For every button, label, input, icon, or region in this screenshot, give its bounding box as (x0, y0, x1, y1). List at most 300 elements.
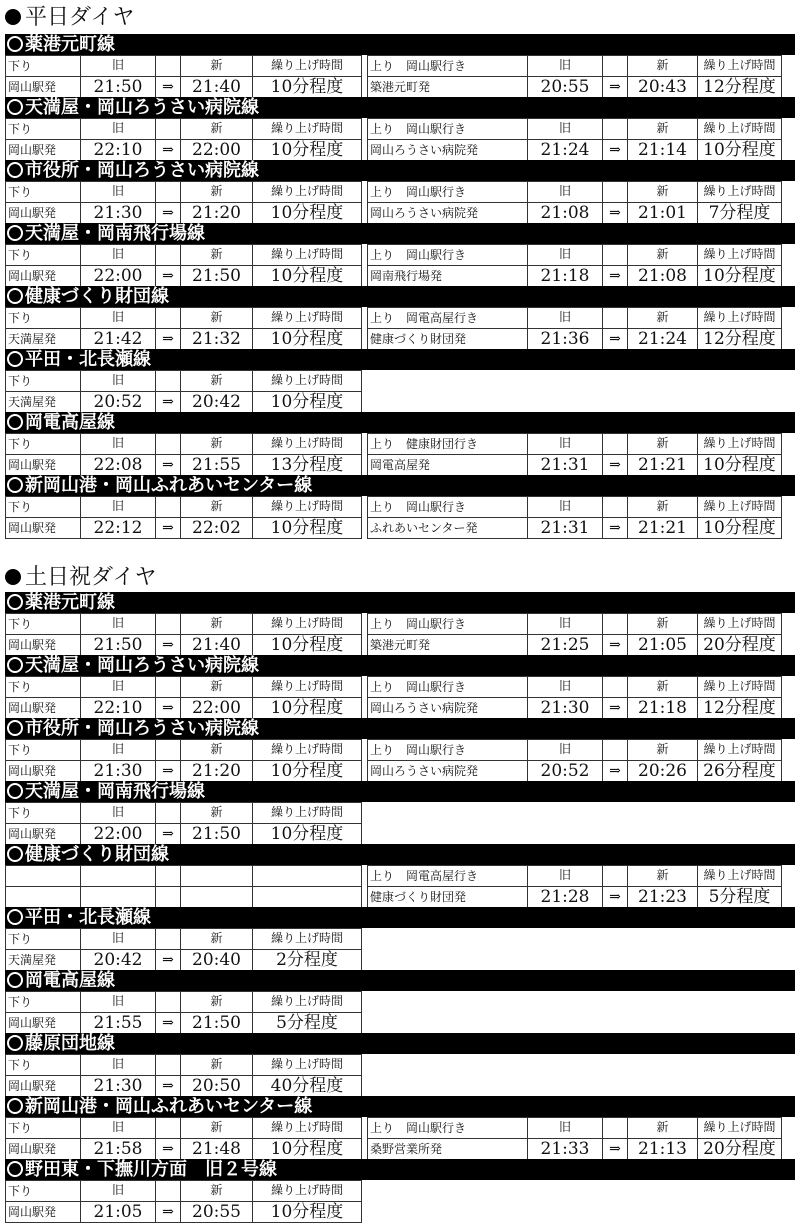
header-dir: 上り 岡山駅行き (367, 182, 527, 202)
value-dir: 岡山駅発 (5, 635, 80, 655)
value-arrow: ⇒ (155, 1013, 180, 1033)
route-block (5, 34, 795, 97)
header-row (367, 118, 782, 139)
header-new: 新 (627, 614, 697, 634)
value-old: 21:08 (527, 203, 602, 223)
value-old: 21:30 (527, 698, 602, 718)
header-row (5, 802, 362, 823)
value-old: 21:30 (80, 761, 155, 781)
route-block (5, 1096, 795, 1159)
header-dir: 上り 健康財団行き (367, 434, 527, 454)
value-dir: 桑野営業所発 (367, 1139, 527, 1159)
header-new: 新 (180, 308, 252, 328)
header-row (5, 181, 362, 202)
header-dir: 上り 岡電高屋行き (367, 866, 527, 886)
value-arrow: ⇒ (602, 329, 627, 349)
header-row (367, 55, 782, 76)
value-old: 21:28 (527, 887, 602, 907)
header-arrow (602, 56, 627, 76)
header-dir: 下り (5, 182, 80, 202)
value-new: 21:23 (627, 887, 697, 907)
header-old: 旧 (527, 866, 602, 886)
header-dir: 下り (5, 1118, 80, 1138)
header-row (5, 928, 362, 949)
time-row (5, 697, 362, 719)
header-arrow (602, 866, 627, 886)
route-name-bar (5, 349, 795, 370)
header-row (5, 676, 362, 697)
route-name-bar (5, 907, 795, 928)
time-row (5, 886, 362, 908)
time-row (367, 454, 782, 476)
right-direction-table (367, 865, 782, 907)
header-new: 新 (180, 119, 252, 139)
value-dir: 岡山駅発 (5, 1076, 80, 1096)
value-dur: 10分程度 (252, 518, 362, 538)
time-row (367, 328, 782, 350)
route-name-bar (5, 475, 795, 496)
route-name: 平田・北長瀬線 (25, 907, 151, 928)
route-name: 天満屋・岡山ろうさい病院線 (25, 97, 259, 118)
header-dir: 上り 岡山駅行き (367, 245, 527, 265)
value-arrow: ⇒ (602, 455, 627, 475)
value-new: 21:50 (180, 266, 252, 286)
header-dur: 繰り上げ時間 (252, 371, 362, 391)
header-row (367, 865, 782, 886)
time-row (367, 202, 782, 224)
value-old: 20:55 (527, 77, 602, 97)
header-row (5, 1180, 362, 1201)
header-old: 旧 (527, 308, 602, 328)
value-dur: 10分程度 (252, 392, 362, 412)
header-dir: 下り (5, 929, 80, 949)
header-dur (252, 866, 362, 886)
time-row (5, 265, 362, 287)
time-row (5, 328, 362, 350)
value-arrow: ⇒ (155, 392, 180, 412)
value-dur: 26分程度 (697, 761, 782, 781)
header-dur: 繰り上げ時間 (697, 866, 782, 886)
header-dur: 繰り上げ時間 (252, 182, 362, 202)
header-new: 新 (627, 866, 697, 886)
header-dur: 繰り上げ時間 (697, 434, 782, 454)
header-arrow (602, 182, 627, 202)
header-arrow (602, 434, 627, 454)
circle-icon (7, 288, 23, 304)
header-old: 旧 (527, 434, 602, 454)
header-new: 新 (627, 245, 697, 265)
header-dir: 下り (5, 308, 80, 328)
header-dir: 下り (5, 992, 80, 1012)
value-dur: 10分程度 (252, 635, 362, 655)
header-dir (5, 866, 80, 886)
header-new: 新 (180, 929, 252, 949)
header-old: 旧 (80, 1118, 155, 1138)
header-row (367, 496, 782, 517)
value-new: 21:55 (180, 455, 252, 475)
section-title-text: 平日ダイヤ (25, 5, 135, 30)
left-direction-table (5, 1054, 362, 1096)
section-title (5, 564, 157, 592)
time-row (5, 949, 362, 971)
header-new: 新 (180, 371, 252, 391)
route-name: 市役所・岡山ろうさい病院線 (25, 160, 259, 181)
header-dir: 上り 岡山駅行き (367, 614, 527, 634)
header-row (5, 118, 362, 139)
value-new: 21:40 (180, 635, 252, 655)
header-old: 旧 (527, 56, 602, 76)
left-direction-table (5, 802, 362, 844)
header-dur: 繰り上げ時間 (252, 929, 362, 949)
value-arrow: ⇒ (155, 203, 180, 223)
value-dur: 10分程度 (252, 203, 362, 223)
section-title (5, 4, 135, 32)
route-name-bar (5, 34, 795, 55)
value-dir: 岡山ろうさい病院発 (367, 203, 527, 223)
header-row (367, 1117, 782, 1138)
value-dur: 40分程度 (252, 1076, 362, 1096)
right-direction-table (367, 1117, 782, 1159)
header-dur: 繰り上げ時間 (252, 245, 362, 265)
header-new: 新 (180, 497, 252, 517)
route-name: 平田・北長瀬線 (25, 349, 151, 370)
header-arrow (155, 371, 180, 391)
header-dir: 下り (5, 119, 80, 139)
circle-icon (7, 99, 23, 115)
value-arrow: ⇒ (155, 698, 180, 718)
route-block (5, 844, 795, 907)
value-dir: 岡山駅発 (5, 518, 80, 538)
value-dir: 岡電高屋発 (367, 455, 527, 475)
value-old: 21:25 (527, 635, 602, 655)
time-row (367, 760, 782, 782)
header-old: 旧 (80, 119, 155, 139)
value-new: 22:00 (180, 140, 252, 160)
header-row (5, 739, 362, 760)
right-direction-table (367, 433, 782, 475)
route-block (5, 970, 795, 1033)
value-old: 21:50 (80, 635, 155, 655)
value-dir: 岡山駅発 (5, 1139, 80, 1159)
header-dur: 繰り上げ時間 (697, 1118, 782, 1138)
route-name-bar (5, 1096, 795, 1117)
value-dur: 10分程度 (252, 761, 362, 781)
right-direction-table (367, 181, 782, 223)
circle-icon (7, 972, 23, 988)
header-old: 旧 (80, 992, 155, 1012)
left-direction-table (5, 496, 362, 538)
value-old: 22:12 (80, 518, 155, 538)
value-old: 21:05 (80, 1202, 155, 1222)
route-name: 健康づくり財団線 (25, 286, 169, 307)
value-new: 21:50 (180, 1013, 252, 1033)
value-new: 20:40 (180, 950, 252, 970)
value-old: 20:42 (80, 950, 155, 970)
value-dir: 岡山駅発 (5, 266, 80, 286)
header-arrow (602, 497, 627, 517)
value-old: 21:33 (527, 1139, 602, 1159)
header-arrow (155, 866, 180, 886)
header-dir: 上り 岡山駅行き (367, 740, 527, 760)
header-dir: 上り 岡山駅行き (367, 1118, 527, 1138)
header-dir: 上り 岡山駅行き (367, 56, 527, 76)
header-row (5, 613, 362, 634)
left-direction-table (5, 928, 362, 970)
route-name: 岡電高屋線 (25, 412, 115, 433)
value-arrow: ⇒ (155, 761, 180, 781)
route-block (5, 1159, 795, 1222)
circle-icon (7, 477, 23, 493)
route-block (5, 160, 795, 223)
header-dur: 繰り上げ時間 (697, 119, 782, 139)
header-new: 新 (627, 434, 697, 454)
time-row (5, 391, 362, 413)
time-row (367, 1138, 782, 1160)
header-dur: 繰り上げ時間 (252, 497, 362, 517)
time-row (5, 1138, 362, 1160)
value-new: 21:32 (180, 329, 252, 349)
time-row (367, 139, 782, 161)
circle-icon (7, 720, 23, 736)
time-row (5, 823, 362, 845)
time-row (5, 1012, 362, 1034)
value-dir: 岡山駅発 (5, 1013, 80, 1033)
header-old (80, 866, 155, 886)
header-dir: 下り (5, 1055, 80, 1075)
route-name-bar (5, 781, 795, 802)
circle-icon (7, 783, 23, 799)
value-arrow: ⇒ (155, 950, 180, 970)
left-direction-table (5, 739, 362, 781)
bullet-icon (5, 9, 21, 25)
route-name-bar (5, 1033, 795, 1054)
circle-icon (7, 909, 23, 925)
route-name-bar (5, 592, 795, 613)
value-dur: 10分程度 (252, 1139, 362, 1159)
value-arrow: ⇒ (602, 518, 627, 538)
right-direction-table (367, 739, 782, 781)
value-new: 21:20 (180, 761, 252, 781)
route-name-bar (5, 286, 795, 307)
value-dir: 築港元町発 (367, 635, 527, 655)
time-row (5, 139, 362, 161)
header-arrow (602, 614, 627, 634)
left-direction-table (5, 991, 362, 1033)
header-dir: 下り (5, 1181, 80, 1201)
route-name-bar (5, 655, 795, 676)
value-dir: 岡山駅発 (5, 203, 80, 223)
route-name: 新岡山港・岡山ふれあいセンター線 (25, 1096, 313, 1117)
value-arrow: ⇒ (602, 887, 627, 907)
header-row (367, 676, 782, 697)
value-dur: 10分程度 (252, 329, 362, 349)
value-arrow: ⇒ (602, 698, 627, 718)
circle-icon (7, 351, 23, 367)
header-row (5, 991, 362, 1012)
value-dir: 岡山駅発 (5, 761, 80, 781)
header-new: 新 (180, 182, 252, 202)
route-name: 市役所・岡山ろうさい病院線 (25, 718, 259, 739)
value-arrow: ⇒ (155, 266, 180, 286)
value-new: 21:20 (180, 203, 252, 223)
time-row (5, 202, 362, 224)
header-dur: 繰り上げ時間 (697, 497, 782, 517)
header-row (367, 244, 782, 265)
header-dir: 下り (5, 371, 80, 391)
header-dir: 上り 岡山駅行き (367, 677, 527, 697)
value-arrow: ⇒ (155, 1202, 180, 1222)
header-old: 旧 (527, 740, 602, 760)
value-dur: 7分程度 (697, 203, 782, 223)
header-new: 新 (627, 677, 697, 697)
value-dur: 10分程度 (252, 140, 362, 160)
value-dur: 12分程度 (697, 77, 782, 97)
value-new: 21:40 (180, 77, 252, 97)
header-arrow (602, 740, 627, 760)
route-block (5, 223, 795, 286)
value-arrow: ⇒ (155, 824, 180, 844)
value-dur: 10分程度 (697, 455, 782, 475)
header-dur: 繰り上げ時間 (252, 740, 362, 760)
value-dur: 10分程度 (252, 1202, 362, 1222)
value-old: 21:36 (527, 329, 602, 349)
circle-icon (7, 1035, 23, 1051)
route-block (5, 286, 795, 349)
header-new: 新 (627, 497, 697, 517)
left-direction-table (5, 55, 362, 97)
header-row (5, 1117, 362, 1138)
value-dur: 10分程度 (697, 518, 782, 538)
value-arrow: ⇒ (602, 761, 627, 781)
value-old: 22:00 (80, 266, 155, 286)
header-dur: 繰り上げ時間 (252, 1118, 362, 1138)
header-arrow (155, 929, 180, 949)
value-old: 22:00 (80, 824, 155, 844)
value-dur: 10分程度 (697, 266, 782, 286)
circle-icon (7, 162, 23, 178)
route-name: 天満屋・岡南飛行場線 (25, 781, 205, 802)
value-dir: 築港元町発 (367, 77, 527, 97)
header-dir: 上り 岡電高屋行き (367, 308, 527, 328)
header-old: 旧 (527, 119, 602, 139)
header-new: 新 (627, 119, 697, 139)
left-direction-table (5, 676, 362, 718)
bullet-icon (5, 569, 21, 585)
value-new: 20:42 (180, 392, 252, 412)
header-new: 新 (180, 614, 252, 634)
value-old: 22:08 (80, 455, 155, 475)
header-new: 新 (627, 1118, 697, 1138)
header-dur: 繰り上げ時間 (252, 803, 362, 823)
header-old: 旧 (80, 182, 155, 202)
header-dir: 下り (5, 56, 80, 76)
value-dir: 岡南飛行場発 (367, 266, 527, 286)
route-block (5, 907, 795, 970)
value-dur: 10分程度 (252, 266, 362, 286)
header-arrow (602, 119, 627, 139)
header-new: 新 (180, 1118, 252, 1138)
value-arrow: ⇒ (602, 203, 627, 223)
header-arrow (155, 56, 180, 76)
circle-icon (7, 225, 23, 241)
value-old: 21:24 (527, 140, 602, 160)
header-old: 旧 (80, 803, 155, 823)
value-dur: 12分程度 (697, 329, 782, 349)
header-row (5, 244, 362, 265)
header-new: 新 (627, 182, 697, 202)
value-new: 21:48 (180, 1139, 252, 1159)
value-dur: 5分程度 (252, 1013, 362, 1033)
header-dur: 繰り上げ時間 (252, 119, 362, 139)
header-dir: 下り (5, 614, 80, 634)
route-name-bar (5, 844, 795, 865)
header-new: 新 (627, 56, 697, 76)
value-new: 21:13 (627, 1139, 697, 1159)
route-name: 天満屋・岡山ろうさい病院線 (25, 655, 259, 676)
header-dur: 繰り上げ時間 (252, 56, 362, 76)
value-dir: 岡山駅発 (5, 824, 80, 844)
header-dir: 下り (5, 803, 80, 823)
header-arrow (155, 614, 180, 634)
value-dir: 天満屋発 (5, 329, 80, 349)
value-old: 21:50 (80, 77, 155, 97)
header-old: 旧 (80, 1181, 155, 1201)
header-old: 旧 (527, 677, 602, 697)
header-old: 旧 (80, 434, 155, 454)
route-block (5, 1033, 795, 1096)
value-arrow: ⇒ (155, 518, 180, 538)
header-dur: 繰り上げ時間 (252, 434, 362, 454)
header-dur: 繰り上げ時間 (697, 614, 782, 634)
value-dur: 10分程度 (252, 698, 362, 718)
circle-icon (7, 846, 23, 862)
header-old: 旧 (80, 677, 155, 697)
header-row (5, 496, 362, 517)
value-dur: 12分程度 (697, 698, 782, 718)
value-old: 21:31 (527, 455, 602, 475)
value-arrow (155, 887, 180, 907)
header-old: 旧 (80, 245, 155, 265)
left-direction-table (5, 181, 362, 223)
value-new: 20:55 (180, 1202, 252, 1222)
route-block (5, 412, 795, 475)
value-new: 20:50 (180, 1076, 252, 1096)
header-arrow (155, 677, 180, 697)
header-arrow (155, 1055, 180, 1075)
value-dir: 岡山駅発 (5, 698, 80, 718)
header-new: 新 (180, 56, 252, 76)
circle-icon (7, 1098, 23, 1114)
value-dir: 岡山ろうさい病院発 (367, 761, 527, 781)
right-direction-table (367, 496, 782, 538)
value-old: 21:30 (80, 203, 155, 223)
header-old: 旧 (80, 56, 155, 76)
value-new: 22:02 (180, 518, 252, 538)
route-block (5, 97, 795, 160)
header-arrow (155, 119, 180, 139)
left-direction-table (5, 244, 362, 286)
header-arrow (155, 497, 180, 517)
value-dir: ふれあいセンター発 (367, 518, 527, 538)
header-old: 旧 (80, 614, 155, 634)
value-dir: 健康づくり財団発 (367, 887, 527, 907)
right-direction-table (367, 676, 782, 718)
value-dir: 岡山ろうさい病院発 (367, 140, 527, 160)
header-old: 旧 (80, 371, 155, 391)
right-direction-table (367, 118, 782, 160)
header-old: 旧 (80, 497, 155, 517)
header-row (367, 433, 782, 454)
